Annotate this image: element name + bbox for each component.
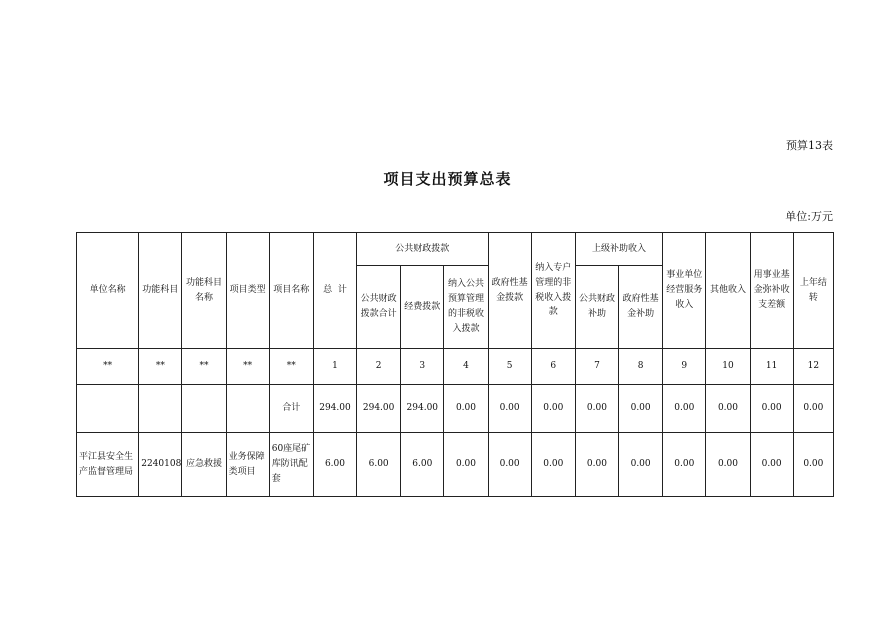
func-code-cell: 2240108 (139, 433, 182, 497)
index-cell: 11 (750, 349, 793, 385)
unit-label: 单位:万元 (785, 210, 833, 223)
index-cell: ** (77, 349, 139, 385)
empty-cell (139, 385, 182, 433)
value-cell: 6.00 (313, 433, 356, 497)
col-funding-alloc: 经费拨款 (401, 266, 444, 349)
index-cell: 6 (531, 349, 575, 385)
page-title: 项目支出预算总表 (383, 170, 512, 188)
value-cell: 0.00 (750, 433, 793, 497)
value-cell: 0.00 (663, 385, 706, 433)
table-row (77, 433, 834, 497)
value-cell: 0.00 (793, 385, 833, 433)
empty-cell (182, 385, 226, 433)
col-proj-type: 项目类型 (226, 233, 269, 349)
index-cell: 4 (444, 349, 488, 385)
value-cell: 6.00 (401, 433, 444, 497)
value-cell: 0.00 (575, 433, 618, 497)
col-other-income: 其他收入 (706, 233, 750, 349)
col-func-code: 功能科目 (139, 233, 182, 349)
col-func-name: 功能科目名称 (182, 233, 226, 349)
index-row (77, 349, 834, 385)
col-gov-fund: 政府性基金拨款 (488, 233, 531, 349)
col-proj-name: 项目名称 (269, 233, 313, 349)
value-cell: 0.00 (444, 385, 488, 433)
col-business-income: 事业单位经营服务收入 (663, 233, 706, 349)
col-public-fin-group: 公共财政拨款 (357, 233, 489, 266)
index-cell: ** (182, 349, 226, 385)
col-superior-group: 上级补助收入 (575, 233, 662, 266)
empty-cell (77, 385, 139, 433)
table-number: 预算13表 (786, 139, 833, 152)
value-cell: 0.00 (663, 433, 706, 497)
index-cell: 7 (575, 349, 618, 385)
func-name-cell: 应急救援 (182, 433, 226, 497)
unit-name-cell: 平江县安全生产监督管理局 (77, 433, 139, 497)
col-nontax-special: 纳入专户管理的非税收入拨款 (531, 233, 575, 349)
col-fund-offset: 用事业基金弥补收支差额 (750, 233, 793, 349)
budget-table (76, 232, 834, 497)
proj-name-cell: 60座尾矿库防讯配套 (269, 433, 313, 497)
value-cell: 294.00 (357, 385, 401, 433)
value-cell: 0.00 (706, 385, 750, 433)
proj-type-cell: 业务保障类项目 (226, 433, 269, 497)
index-cell: 5 (488, 349, 531, 385)
value-cell: 0.00 (706, 433, 750, 497)
value-cell: 0.00 (531, 385, 575, 433)
col-carryover: 上年结转 (793, 233, 833, 349)
col-public-fin-total: 公共财政拨款合计 (357, 266, 401, 349)
value-cell: 0.00 (750, 385, 793, 433)
value-cell: 0.00 (619, 433, 663, 497)
index-cell: 3 (401, 349, 444, 385)
index-cell: ** (139, 349, 182, 385)
index-cell: 9 (663, 349, 706, 385)
index-cell: 1 (313, 349, 356, 385)
index-cell: ** (269, 349, 313, 385)
index-cell: 10 (706, 349, 750, 385)
value-cell: 6.00 (357, 433, 401, 497)
index-cell: 2 (357, 349, 401, 385)
index-cell: ** (226, 349, 269, 385)
value-cell: 0.00 (531, 433, 575, 497)
col-nontax-budget: 纳入公共预算管理的非税收入拨款 (444, 266, 488, 349)
value-cell: 0.00 (488, 385, 531, 433)
total-row (77, 385, 834, 433)
value-cell: 0.00 (444, 433, 488, 497)
col-total: 总 计 (313, 233, 356, 349)
col-superior-public: 公共财政补助 (575, 266, 618, 349)
col-unit-name: 单位名称 (77, 233, 139, 349)
value-cell: 0.00 (575, 385, 618, 433)
total-label: 合计 (269, 385, 313, 433)
empty-cell (226, 385, 269, 433)
index-cell: 8 (619, 349, 663, 385)
value-cell: 294.00 (401, 385, 444, 433)
value-cell: 0.00 (793, 433, 833, 497)
col-superior-gov-fund: 政府性基金补助 (619, 266, 663, 349)
value-cell: 0.00 (619, 385, 663, 433)
value-cell: 294.00 (313, 385, 356, 433)
index-cell: 12 (793, 349, 833, 385)
value-cell: 0.00 (488, 433, 531, 497)
header-row-1 (77, 233, 834, 266)
